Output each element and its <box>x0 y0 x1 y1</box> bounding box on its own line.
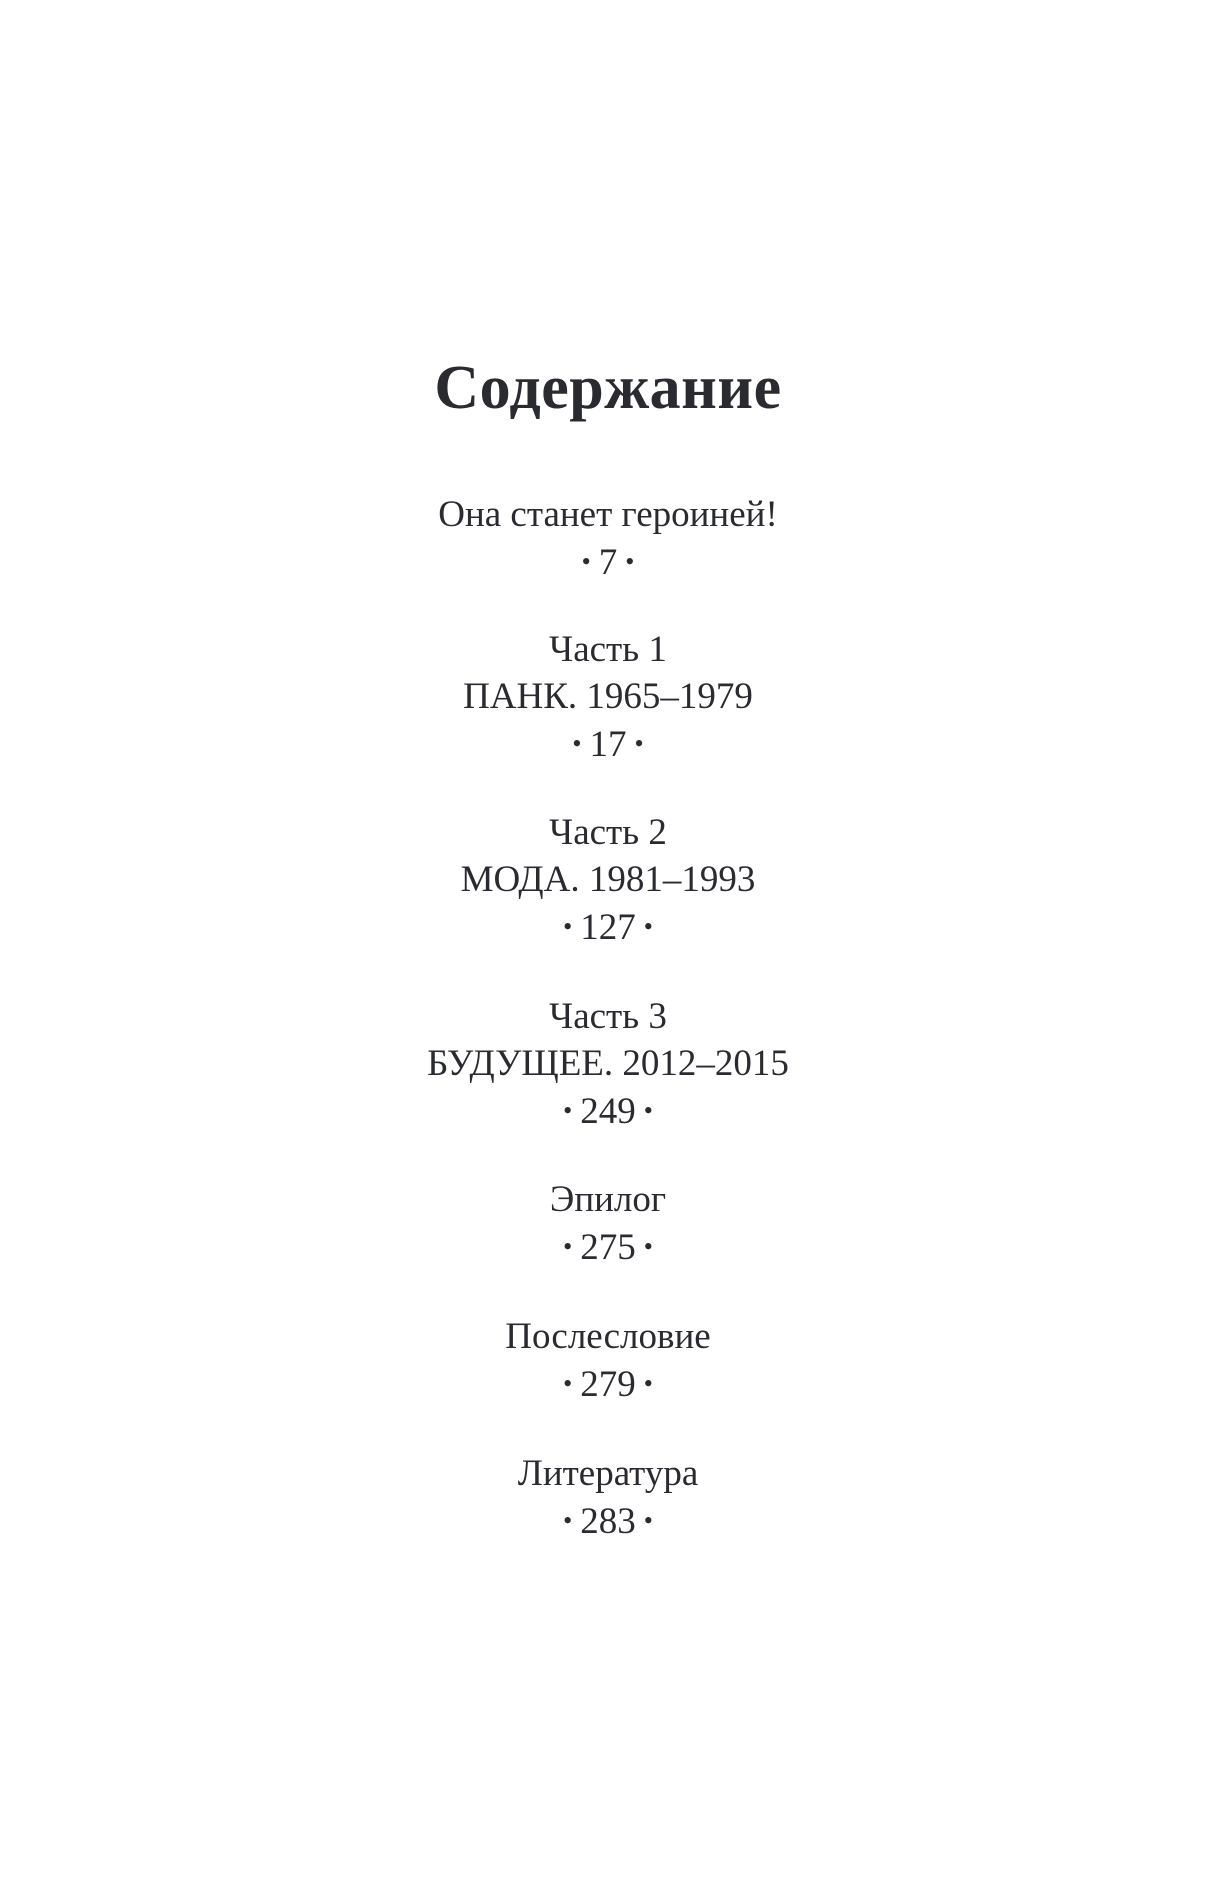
toc-entry-part: Часть 2 <box>549 812 667 853</box>
toc-entry-page <box>0 720 1216 768</box>
bullet-glyph: • <box>625 547 635 576</box>
toc-entry-label: Литература <box>517 1453 699 1494</box>
toc-entry <box>0 993 1216 1135</box>
bullet-glyph: • <box>572 729 582 758</box>
page-number: 275 <box>580 1227 636 1268</box>
page-number: 279 <box>580 1364 636 1405</box>
bullet-glyph: • <box>563 912 573 941</box>
toc-entry-label: МОДА. 1981–1993 <box>460 859 756 900</box>
page-number: 127 <box>580 907 636 948</box>
toc-entry <box>0 626 1216 768</box>
bullet-glyph: • <box>643 1232 653 1261</box>
toc-entry-page <box>0 538 1216 586</box>
toc-entry-part: Часть 1 <box>549 629 667 670</box>
toc-entry-label: ПАНК. 1965–1979 <box>463 676 753 717</box>
page-number: 7 <box>598 542 618 583</box>
toc-entry-page <box>0 1497 1216 1545</box>
page-title: Содержание <box>434 354 782 422</box>
toc-entry <box>0 809 1216 951</box>
bullet-glyph: • <box>634 729 644 758</box>
page-number: 249 <box>580 1091 636 1132</box>
toc-entry-page <box>0 1223 1216 1271</box>
toc-entry-label: Она станет героиней! <box>438 494 778 535</box>
bullet-glyph: • <box>643 1506 653 1535</box>
toc-entry <box>0 1313 1216 1408</box>
toc-entry-page <box>0 903 1216 951</box>
bullet-glyph: • <box>581 547 591 576</box>
bullet-glyph: • <box>643 1096 653 1125</box>
bullet-glyph: • <box>563 1506 573 1535</box>
toc-entry <box>0 491 1216 586</box>
toc-entry-page <box>0 1087 1216 1135</box>
toc-entry <box>0 1450 1216 1545</box>
bullet-glyph: • <box>643 912 653 941</box>
bullet-glyph: • <box>563 1369 573 1398</box>
toc-entry <box>0 1176 1216 1271</box>
bullet-glyph: • <box>563 1096 573 1125</box>
bullet-glyph: • <box>643 1369 653 1398</box>
toc-entry-label: БУДУЩЕЕ. 2012–2015 <box>427 1043 789 1084</box>
toc-entry-label: Послесловие <box>505 1316 711 1357</box>
bullet-glyph: • <box>563 1232 573 1261</box>
page-number: 283 <box>580 1501 636 1542</box>
page-number: 17 <box>589 724 627 765</box>
toc-entry-page <box>0 1360 1216 1408</box>
toc-entry-label: Эпилог <box>549 1179 667 1220</box>
toc-entry-part: Часть 3 <box>549 996 667 1037</box>
